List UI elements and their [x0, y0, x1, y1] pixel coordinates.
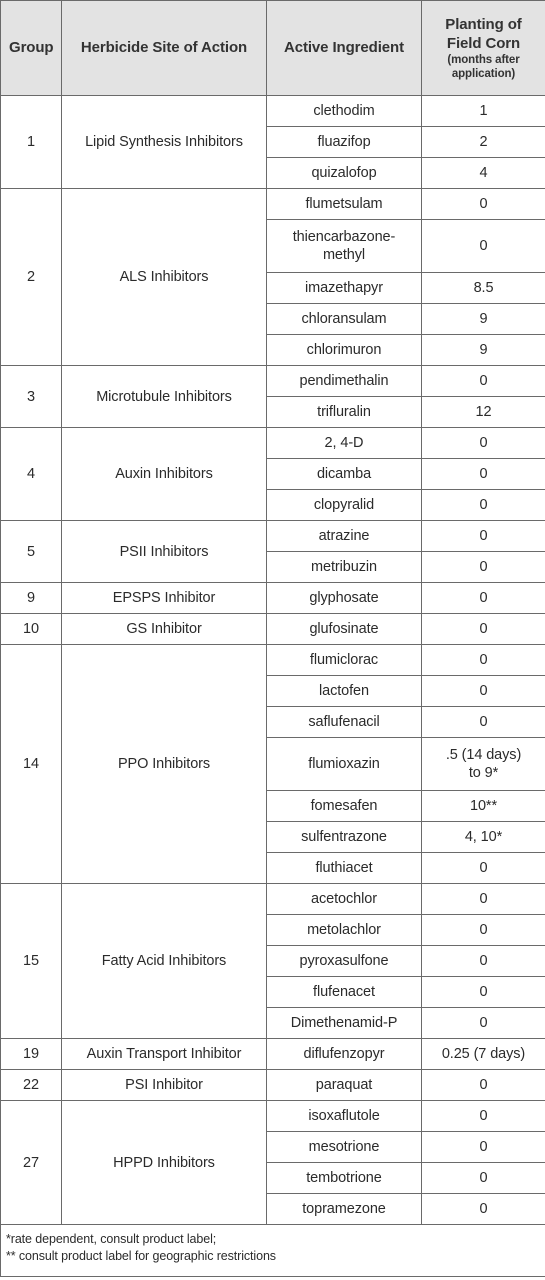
planting-interval-cell: 0 — [422, 707, 545, 738]
header-planting-sub1: (months after — [447, 54, 520, 66]
planting-interval-cell: 9 — [422, 304, 545, 335]
planting-interval-cell: 0 — [422, 428, 545, 459]
active-ingredient-cell: clethodim — [267, 96, 422, 127]
planting-interval-cell: 0 — [422, 977, 545, 1008]
planting-interval-cell: 0 — [422, 946, 545, 977]
planting-interval-cell: 12 — [422, 397, 545, 428]
active-ingredient-cell: saflufenacil — [267, 707, 422, 738]
header-active-ingredient: Active Ingredient — [267, 1, 422, 96]
site-of-action-cell: EPSPS Inhibitor — [62, 583, 267, 614]
planting-interval-cell: 0 — [422, 645, 545, 676]
group-number-cell: 22 — [1, 1070, 62, 1101]
planting-interval-cell: 0 — [422, 220, 545, 273]
planting-interval-cell: 0 — [422, 853, 545, 884]
table-row — [1, 645, 545, 676]
active-ingredient-cell: pendimethalin — [267, 366, 422, 397]
active-ingredient-cell: glyphosate — [267, 583, 422, 614]
active-ingredient-cell: fluazifop — [267, 127, 422, 158]
group-number-cell: 27 — [1, 1101, 62, 1225]
table-row — [1, 884, 545, 915]
footnote-geographic: ** consult product label for geographic restrictions — [6, 1249, 276, 1263]
header-planting-field-corn — [422, 1, 545, 96]
site-of-action-cell: HPPD Inhibitors — [62, 1101, 267, 1225]
header-planting-sub2: application) — [451, 68, 516, 80]
group-number-cell: 4 — [1, 428, 62, 521]
header-planting-line2: Field Corn — [446, 35, 521, 52]
planting-interval-cell: 0 — [422, 1163, 545, 1194]
planting-interval-cell: 0 — [422, 189, 545, 220]
group-number-cell: 5 — [1, 521, 62, 583]
table-row — [1, 614, 545, 645]
active-ingredient-cell: chlorimuron — [267, 335, 422, 366]
active-ingredient-cell: clopyralid — [267, 490, 422, 521]
header-group: Group — [1, 1, 62, 96]
planting-interval-cell: 9 — [422, 335, 545, 366]
planting-interval-cell: 4, 10* — [422, 822, 545, 853]
table-row — [1, 1039, 545, 1070]
header-site-of-action: Herbicide Site of Action — [62, 1, 267, 96]
planting-interval-cell: 10** — [422, 791, 545, 822]
active-ingredient-cell — [267, 220, 422, 273]
footnotes — [1, 1225, 545, 1277]
site-of-action-cell: Microtubule Inhibitors — [62, 366, 267, 428]
active-ingredient-cell: imazethapyr — [267, 273, 422, 304]
site-of-action-cell: PSI Inhibitor — [62, 1070, 267, 1101]
active-ingredient-cell: dicamba — [267, 459, 422, 490]
site-of-action-cell: PPO Inhibitors — [62, 645, 267, 884]
planting-interval-cell: 0 — [422, 1194, 545, 1225]
table-row — [1, 521, 545, 552]
planting-interval-cell — [422, 738, 545, 791]
active-ingredient-cell: flumioxazin — [267, 738, 422, 791]
active-ingredient-cell: acetochlor — [267, 884, 422, 915]
active-ingredient-cell: quizalofop — [267, 158, 422, 189]
planting-interval-cell: 0 — [422, 1070, 545, 1101]
planting-interval-cell: 1 — [422, 96, 545, 127]
planting-interval-cell: 0 — [422, 676, 545, 707]
site-of-action-cell: PSII Inhibitors — [62, 521, 267, 583]
active-ingredient-cell: flumiclorac — [267, 645, 422, 676]
active-ingredient-cell: glufosinate — [267, 614, 422, 645]
active-ingredient-cell: 2, 4-D — [267, 428, 422, 459]
table-footer — [1, 1225, 545, 1277]
site-of-action-cell: Auxin Inhibitors — [62, 428, 267, 521]
active-ingredient-cell: atrazine — [267, 521, 422, 552]
group-number-cell: 10 — [1, 614, 62, 645]
active-ingredient-cell: tembotrione — [267, 1163, 422, 1194]
table-row — [1, 366, 545, 397]
group-number-cell: 9 — [1, 583, 62, 614]
site-of-action-cell: Auxin Transport Inhibitor — [62, 1039, 267, 1070]
footnote-rate-dependent: *rate dependent, consult product label; — [6, 1232, 217, 1246]
active-ingredient-cell: sulfentrazone — [267, 822, 422, 853]
planting-interval-cell: 4 — [422, 158, 545, 189]
planting-interval-cell: 0 — [422, 490, 545, 521]
table-row — [1, 583, 545, 614]
table-row — [1, 96, 545, 127]
header-planting-line1: Planting of — [445, 16, 522, 33]
active-ingredient-cell: metolachlor — [267, 915, 422, 946]
active-ingredient-cell: lactofen — [267, 676, 422, 707]
planting-interval-cell: 2 — [422, 127, 545, 158]
table-row — [1, 1070, 545, 1101]
active-ingredient-cell: topramezone — [267, 1194, 422, 1225]
group-number-cell: 2 — [1, 189, 62, 366]
planting-interval-cell: 0 — [422, 521, 545, 552]
active-ingredient-cell: Dimethenamid-P — [267, 1008, 422, 1039]
planting-interval-line: .5 (14 days) — [445, 747, 522, 763]
active-ingredient-cell: pyroxasulfone — [267, 946, 422, 977]
active-ingredient-cell: chloransulam — [267, 304, 422, 335]
active-ingredient-line: thiencarbazone- — [292, 229, 396, 245]
active-ingredient-cell: fluthiacet — [267, 853, 422, 884]
active-ingredient-cell: trifluralin — [267, 397, 422, 428]
site-of-action-cell: ALS Inhibitors — [62, 189, 267, 366]
active-ingredient-cell: flumetsulam — [267, 189, 422, 220]
planting-interval-line: to 9* — [468, 765, 499, 781]
site-of-action-cell: Fatty Acid Inhibitors — [62, 884, 267, 1039]
planting-interval-cell: 0 — [422, 1132, 545, 1163]
planting-interval-cell: 0 — [422, 583, 545, 614]
active-ingredient-cell: paraquat — [267, 1070, 422, 1101]
planting-interval-cell: 0 — [422, 884, 545, 915]
site-of-action-cell: GS Inhibitor — [62, 614, 267, 645]
table-body — [1, 96, 545, 1225]
planting-interval-cell: 0 — [422, 552, 545, 583]
planting-interval-cell: 0 — [422, 459, 545, 490]
table-row — [1, 428, 545, 459]
planting-interval-cell: 0 — [422, 1101, 545, 1132]
planting-interval-cell: 0 — [422, 1008, 545, 1039]
active-ingredient-cell: flufenacet — [267, 977, 422, 1008]
table-row — [1, 1101, 545, 1132]
active-ingredient-cell: isoxaflutole — [267, 1101, 422, 1132]
group-number-cell: 15 — [1, 884, 62, 1039]
planting-interval-cell: 0 — [422, 614, 545, 645]
table-row — [1, 189, 545, 220]
table-header — [1, 1, 545, 96]
group-number-cell: 14 — [1, 645, 62, 884]
group-number-cell: 3 — [1, 366, 62, 428]
planting-interval-cell: 0.25 (7 days) — [422, 1039, 545, 1070]
active-ingredient-line: methyl — [322, 247, 366, 263]
active-ingredient-cell: fomesafen — [267, 791, 422, 822]
planting-interval-cell: 0 — [422, 915, 545, 946]
active-ingredient-cell: metribuzin — [267, 552, 422, 583]
group-number-cell: 19 — [1, 1039, 62, 1070]
planting-interval-cell: 0 — [422, 366, 545, 397]
planting-interval-cell: 8.5 — [422, 273, 545, 304]
group-number-cell: 1 — [1, 96, 62, 189]
active-ingredient-cell: mesotrione — [267, 1132, 422, 1163]
active-ingredient-cell: diflufenzopyr — [267, 1039, 422, 1070]
site-of-action-cell: Lipid Synthesis Inhibitors — [62, 96, 267, 189]
